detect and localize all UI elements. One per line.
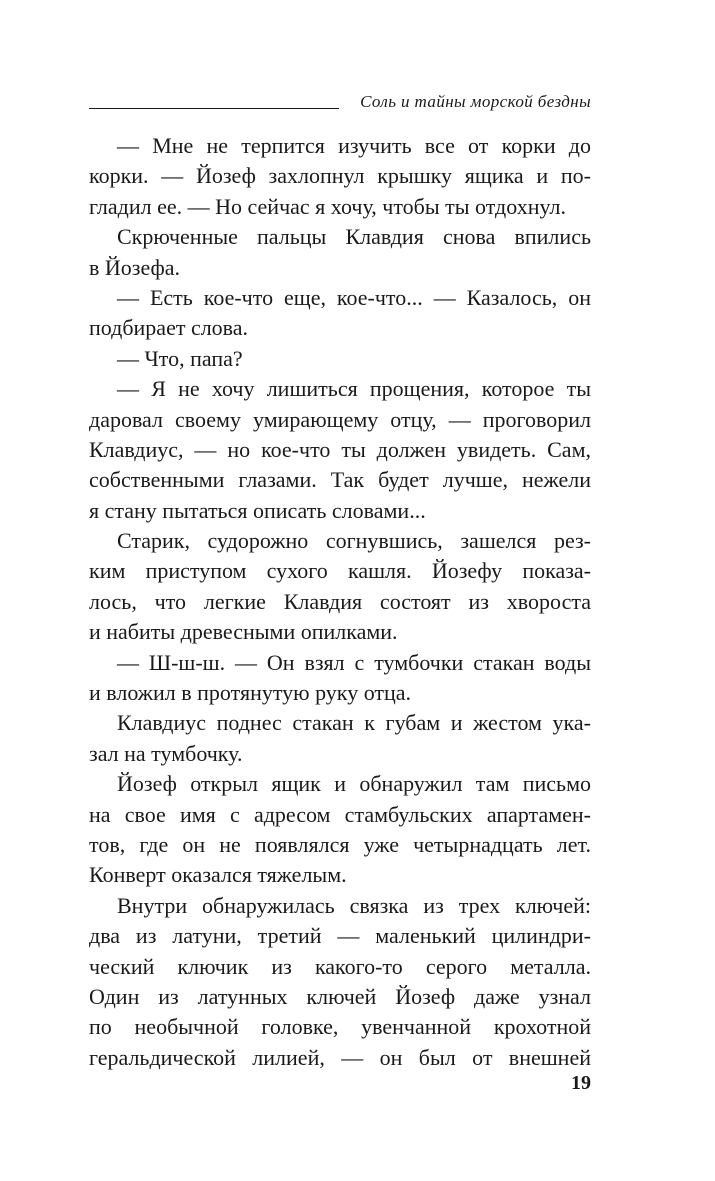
text-line: зал на тумбочку. <box>89 740 243 766</box>
text-line: в Йозефа. <box>89 254 181 280</box>
text-line: Клавдиус, — но кое-что ты должен увидеть. Сам, <box>89 436 591 462</box>
text-line: и вложил в протянутую руку отца. <box>89 680 412 706</box>
text-line: — Мне не терпится изучить все от корки до <box>117 133 591 158</box>
text-line: — Ш-ш-ш. — Он взял с тумбочки стакан воды <box>117 649 591 675</box>
page-number: 19 <box>571 1072 591 1094</box>
text-line: на свое имя с адресом стамбульских апартамен- <box>89 801 591 827</box>
text-line: Йозеф открыл ящик и обнаружил там письмо <box>117 771 591 797</box>
text-line: — Что, папа? <box>117 345 243 371</box>
text-line: ческий ключик из какого-то серого металла. <box>89 953 591 979</box>
running-head-rule <box>89 108 339 109</box>
running-head <box>89 90 591 116</box>
text-line: Конверт оказался тяжелым. <box>89 862 347 888</box>
text-line: подбирает слова. <box>89 315 249 341</box>
text-line: Один из латунных ключей Йозеф даже узнал <box>89 983 591 1009</box>
text-line: собственными глазами. Так будет лучше, нежели <box>89 467 591 493</box>
text-line: я стану пытаться описать словами... <box>89 497 426 523</box>
body-text <box>89 131 591 1073</box>
text-line: два из латуни, третий — маленький цилиндри- <box>89 923 591 949</box>
text-line: по необычной головке, увенчанной крохотной <box>89 1014 591 1040</box>
text-line: даровал своему умирающему отцу, — проговорил <box>89 406 591 432</box>
text-line: корки. — Йозеф захлопнул крышку ящика и по- <box>89 163 591 189</box>
text-line: Скрюченные пальцы Клавдия снова впились <box>117 224 591 250</box>
text-line: — Я не хочу лишиться прощения, которое ты <box>117 376 591 402</box>
text-line: тов, где он не появлялся уже четырнадцать лет. <box>89 831 591 857</box>
text-line: гладил ее. — Но сейчас я хочу, чтобы ты отдохнул. <box>89 193 566 219</box>
text-line: Внутри обнаружилась связка из трех ключей: <box>117 892 591 918</box>
text-line: и набиты древесными опилками. <box>89 619 398 645</box>
text-line: ким приступом сухого кашля. Йозефу показа- <box>89 558 591 584</box>
text-line: Клавдиус поднес стакан к губам и жестом ука- <box>117 710 591 736</box>
running-head-title: Соль и тайны морской бездны <box>360 92 591 111</box>
text-line: лось, что легкие Клавдия состоят из хвороста <box>89 588 591 614</box>
text-line: геральдической лилией, — он был от внешней <box>89 1044 591 1070</box>
text-line: — Есть кое-что еще, кое-что... — Казалось, он <box>117 284 591 310</box>
text-line: Старик, судорожно согнувшись, зашелся рез- <box>117 528 591 554</box>
